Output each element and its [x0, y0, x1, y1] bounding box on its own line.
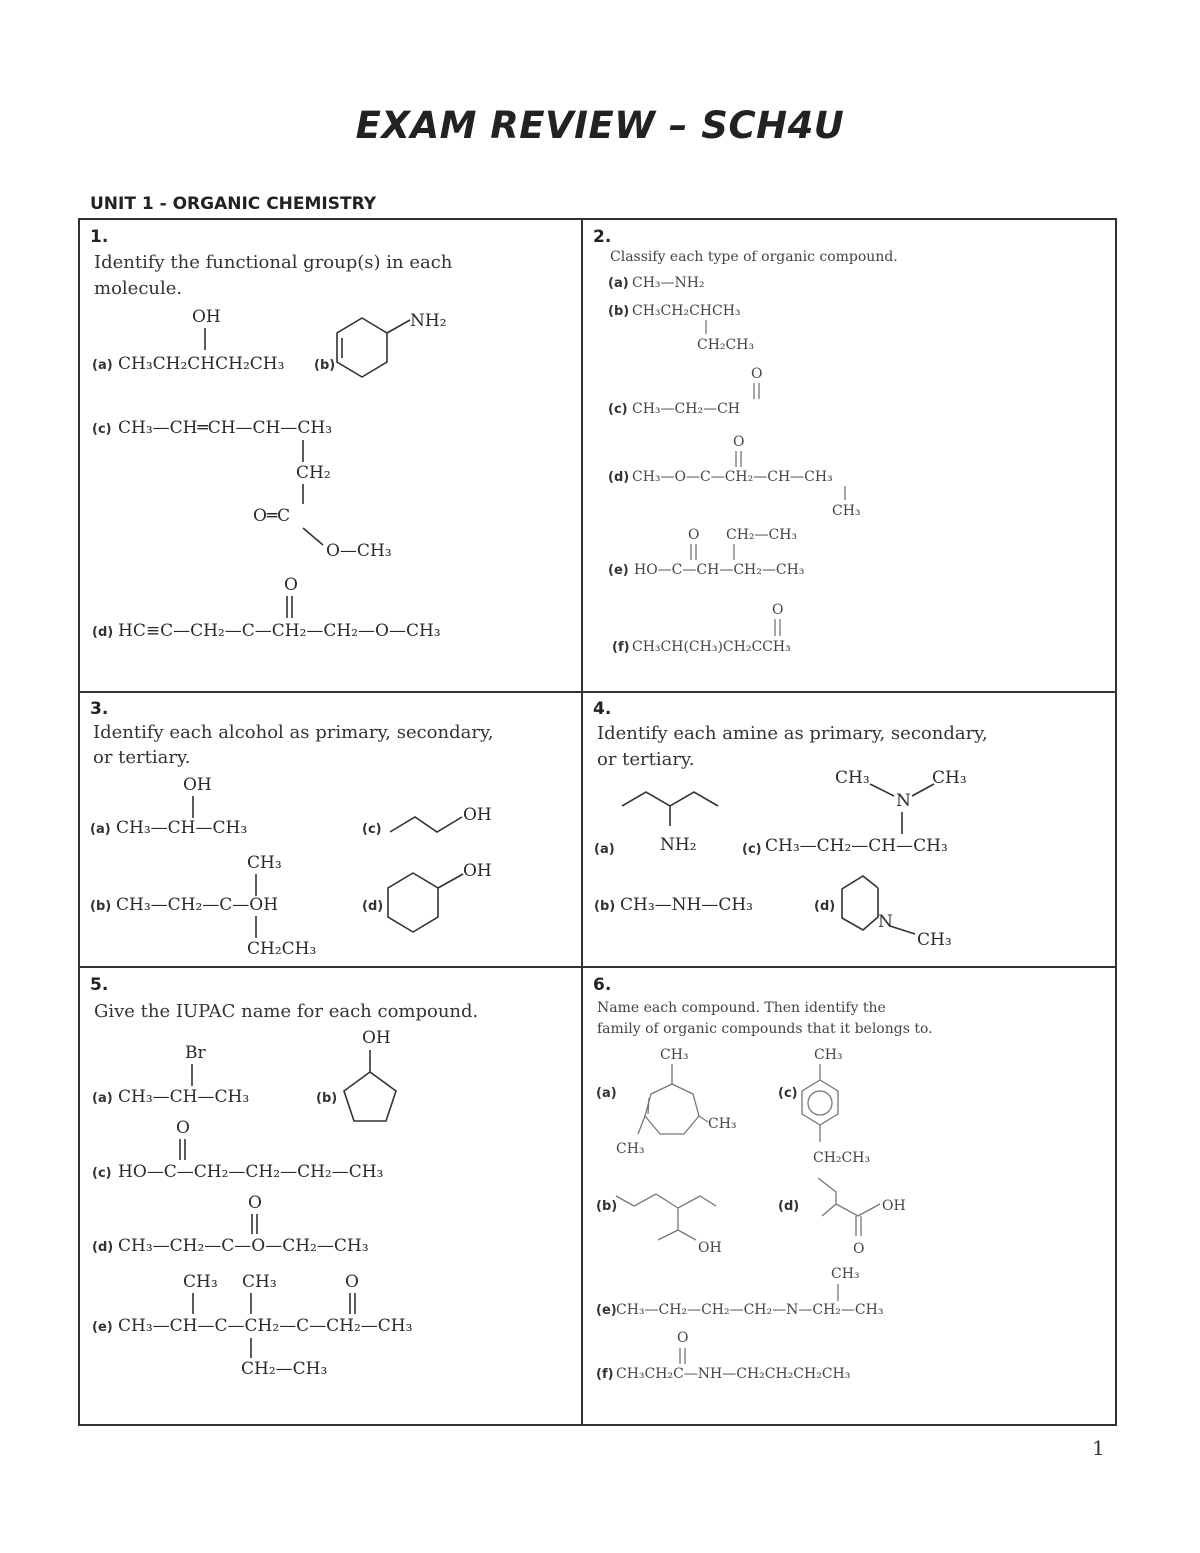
nitrogen-atom: N: [896, 791, 911, 811]
chain-structure: [622, 792, 718, 806]
part-label: (d): [608, 470, 630, 485]
question-1: [90, 227, 453, 641]
part-label: (b): [90, 899, 112, 914]
formula: CH₃—CH₂—CH—CH₃: [765, 836, 948, 856]
unit-heading: UNIT 1 - ORGANIC CHEMISTRY: [90, 194, 377, 214]
formula: CH₃—CH—CH₃: [118, 1087, 250, 1107]
substituent: CH₃: [247, 853, 282, 873]
question-3: [90, 699, 493, 959]
formula: CH₃—CH₂—CH₂—CH₂—N—CH₂—CH₃: [616, 1302, 884, 1318]
question-2: [593, 227, 898, 655]
part-label: (d): [92, 625, 114, 640]
part-label: (d): [814, 899, 836, 914]
part-label: (e): [92, 1320, 113, 1335]
substituent: CH₃: [616, 1141, 645, 1157]
question-prompt: Name each compound. Then identify the: [597, 1000, 886, 1016]
part-label: (b): [594, 899, 616, 914]
part-label: (b): [316, 1091, 338, 1106]
carbonyl-o: O: [772, 602, 784, 618]
substituent: CH₃: [835, 768, 870, 788]
question-prompt: or tertiary.: [597, 749, 695, 770]
substituent: CH₂—CH₃: [241, 1359, 328, 1379]
formula: CH₃—CH₂—C—O—CH₂—CH₃: [118, 1236, 369, 1256]
question-prompt: or tertiary.: [93, 747, 191, 768]
part-label: (a): [594, 842, 615, 857]
question-5: [90, 975, 478, 1379]
part-label: (a): [608, 276, 629, 291]
substituent: CH₃: [917, 930, 952, 950]
formula: CH₃CH(CH₃)CH₂CCH₃: [632, 639, 791, 655]
chain-structure: [390, 817, 462, 832]
formula: CH₃—NH—CH₃: [620, 895, 753, 915]
substituent: O═C: [253, 506, 291, 526]
carbonyl-o: O: [677, 1330, 689, 1346]
formula: CH₃—NH₂: [632, 275, 705, 291]
substituent: CH₃: [242, 1272, 277, 1292]
substituent: CH₂CH₃: [813, 1150, 871, 1166]
part-label: (d): [778, 1199, 800, 1214]
part-label: (a): [90, 822, 111, 837]
formula: HO—C—CH—CH₂—CH₃: [634, 562, 805, 578]
formula: CH₃—CH₂—CH: [632, 401, 740, 417]
part-label: (e): [608, 563, 629, 578]
question-prompt: Classify each type of organic compound.: [610, 249, 898, 265]
question-prompt: family of organic compounds that it belongs to.: [597, 1021, 933, 1037]
question-4: [593, 699, 988, 950]
part-label: (d): [362, 899, 384, 914]
substituent: CH₂CH₃: [697, 337, 755, 353]
formula: HO—C—CH₂—CH₂—CH₂—CH₃: [118, 1162, 384, 1182]
question-6: [593, 975, 933, 1382]
substituent-oh: OH: [463, 861, 492, 881]
acid-skeletal-structure: [818, 1178, 880, 1236]
cyclopentane-structure: [344, 1050, 396, 1121]
carbonyl-o: O: [751, 366, 763, 382]
substituent-oh: OH: [882, 1198, 906, 1214]
part-label: (c): [742, 842, 762, 857]
part-label: (a): [92, 1091, 113, 1106]
part-label: (c): [778, 1086, 798, 1101]
substituent: CH₂—CH₃: [726, 527, 798, 543]
part-label: (a): [92, 358, 113, 373]
substituent-nh2: NH₂: [410, 311, 447, 331]
question-prompt: Identify the functional group(s) in each: [94, 252, 453, 273]
page-number: 1: [1092, 1436, 1105, 1460]
formula: CH₃CH₂C—NH—CH₂CH₂CH₂CH₃: [616, 1366, 851, 1382]
part-label: (b): [314, 358, 336, 373]
substituent-nh2: NH₂: [660, 835, 697, 855]
question-prompt: Give the IUPAC name for each compound.: [94, 1001, 479, 1022]
formula: CH₃CH₂CHCH₂CH₃: [118, 354, 285, 374]
part-label: (f): [612, 640, 630, 655]
question-number: 4.: [593, 699, 612, 719]
substituent-oh: OH: [362, 1028, 391, 1048]
carbonyl-o: O: [688, 527, 700, 543]
carbonyl-o: O: [248, 1193, 262, 1213]
part-label: (c): [362, 822, 382, 837]
part-label: (a): [596, 1086, 617, 1101]
cyclohexene-structure: [337, 318, 410, 377]
substituent: CH₃: [932, 768, 967, 788]
formula: HC≡C—CH₂—C—CH₂—CH₂—O—CH₃: [118, 621, 441, 641]
substituent-oh: OH: [183, 775, 212, 795]
part-label: (e): [596, 1303, 617, 1318]
question-prompt: Identify each amine as primary, secondary,: [597, 723, 988, 744]
part-label: (c): [92, 422, 112, 437]
substituent-br: Br: [185, 1043, 206, 1063]
alcohol-skeletal-structure: [616, 1194, 716, 1240]
page-title: EXAM REVIEW – SCH4U: [355, 104, 845, 147]
question-number: 6.: [593, 975, 612, 995]
substituent: CH₂CH₃: [247, 939, 317, 959]
question-number: 5.: [90, 975, 109, 995]
part-label: (c): [608, 402, 628, 417]
part-label: (b): [608, 304, 630, 319]
substituent-oh: OH: [463, 805, 492, 825]
substituent: CH₃: [831, 1266, 860, 1282]
question-prompt: molecule.: [94, 278, 183, 299]
formula: CH₃CH₂CHCH₃: [632, 303, 741, 319]
carbonyl-o: O: [176, 1118, 190, 1138]
formula: CH₃—CH₂—C—OH: [116, 895, 279, 915]
question-prompt: Identify each alcohol as primary, secondary,: [93, 722, 494, 743]
substituent: CH₂: [296, 463, 331, 483]
substituent: CH₃: [660, 1047, 689, 1063]
cyclohexane-structure: [388, 873, 463, 932]
substituent-oh: OH: [192, 307, 221, 327]
substituent: O—CH₃: [326, 541, 392, 561]
carbonyl-o: O: [853, 1241, 865, 1257]
formula: CH₃—CH—CH₃: [116, 818, 248, 838]
formula: CH₃—CH—C—CH₂—C—CH₂—CH₃: [118, 1316, 413, 1336]
carbonyl-o: O: [733, 434, 745, 450]
substituent: CH₃: [708, 1116, 737, 1132]
carbonyl-o: O: [345, 1272, 359, 1292]
question-number: 1.: [90, 227, 109, 247]
substituent: CH₃: [832, 503, 861, 519]
cycloheptene-structure: [638, 1064, 708, 1134]
nitrogen-atom: N: [878, 912, 893, 932]
part-label: (d): [92, 1240, 114, 1255]
substituent: CH₃: [183, 1272, 218, 1292]
benzene-structure: [802, 1064, 838, 1142]
question-number: 3.: [90, 699, 109, 719]
formula: CH₃—CH═CH—CH—CH₃: [118, 418, 333, 438]
substituent: CH₃: [814, 1047, 843, 1063]
part-label: (c): [92, 1166, 112, 1181]
part-label: (b): [596, 1199, 618, 1214]
formula: CH₃—O—C—CH₂—CH—CH₃: [632, 469, 833, 485]
substituent-oh: OH: [698, 1240, 722, 1256]
carbonyl-o: O: [284, 575, 298, 595]
part-label: (f): [596, 1367, 614, 1382]
question-number: 2.: [593, 227, 612, 247]
